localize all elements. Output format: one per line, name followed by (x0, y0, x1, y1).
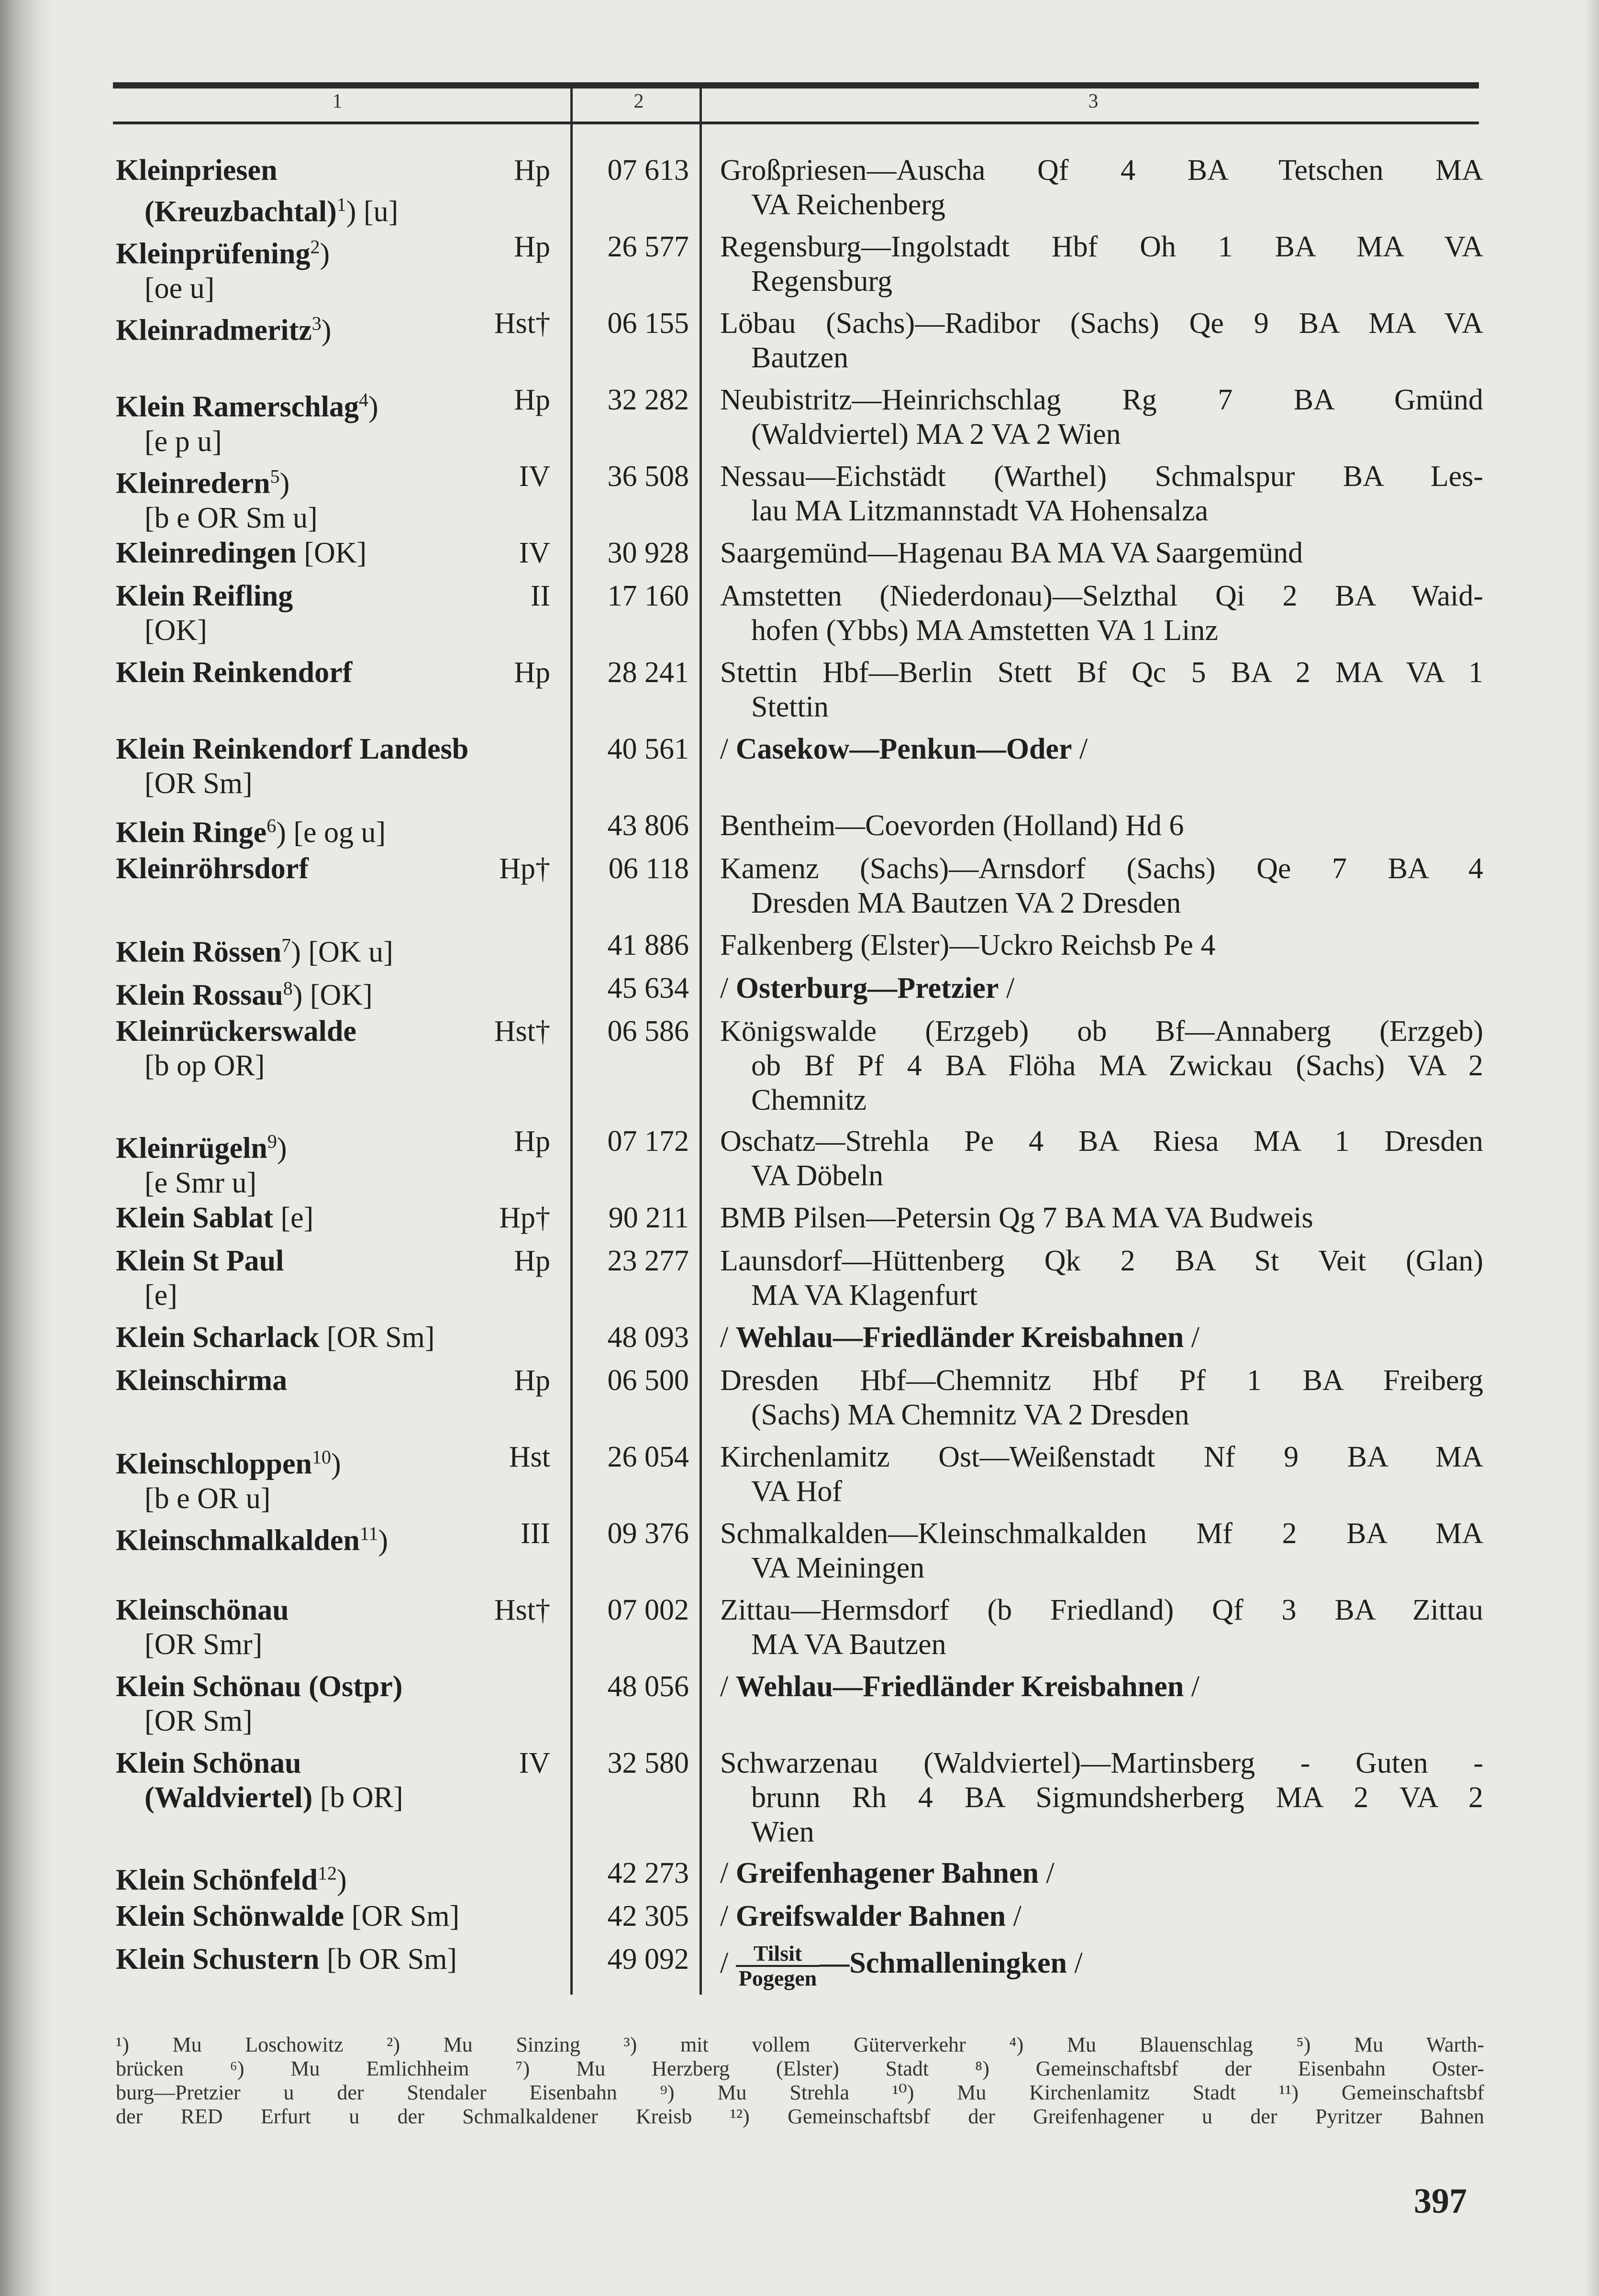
footnote-line: brücken ⁶) Mu Emlichheim ⁷) Mu Herzberg (Elster) Stadt ⁸) Gemeinschaftsbf der Eisenbahn Oster- (116, 2057, 1484, 2080)
station-name-text: Klein Schönfeld (116, 1864, 318, 1897)
station-code: 40 561 (607, 733, 689, 765)
station-name-text: Kleinrügeln (116, 1132, 267, 1165)
route-line: VA Meiningen (751, 1552, 925, 1584)
station-class: Hp† (499, 1202, 550, 1234)
route-description (720, 459, 1483, 528)
route-line: MA VA Bautzen (751, 1628, 946, 1661)
station-class: Hp (514, 231, 550, 263)
footnote-number: 6 (266, 815, 277, 836)
route-line: / Osterburg—Pretzier / (720, 972, 1015, 1004)
footnote-ref: $^2$) (310, 236, 330, 270)
station-code: 17 160 (607, 580, 689, 612)
station-note: [OR Sm] (144, 767, 253, 800)
station-name-text: Kleinschloppen (116, 1447, 312, 1480)
route-line: Wien (751, 1816, 814, 1848)
column-divider-2 (700, 86, 702, 1995)
footnote-number: 5 (270, 465, 280, 487)
route-description (720, 1014, 1483, 1117)
route-line: Großpriesen—Auscha Qf 4 BA Tetschen MA (720, 154, 1483, 187)
footnote-line: der RED Erfurt u der Schmalkaldener Kreisb ¹²) Gemeinschaftsbf der Greifenhagener u der Pyritzer Bahnen (116, 2105, 1484, 2128)
route-description (720, 536, 1483, 570)
route-line: Kirchenlamitz Ost—Weißenstadt Nf 9 BA MA (720, 1441, 1483, 1473)
footnote-line: ¹) Mu Loschowitz ²) Mu Sinzing ³) mit vollem Güterverkehr ⁴) Mu Blauenschlag ⁵) Mu Warth- (116, 2033, 1484, 2056)
route-description (720, 928, 1483, 962)
route-line: lau MA Litzmannstadt VA Hohensalza (751, 495, 1209, 527)
footnote-number: 8 (283, 977, 293, 999)
footnote-ref: $^9$) (267, 1130, 287, 1165)
station-class: IV (519, 460, 550, 493)
station-note: [OR Sm] (344, 1900, 460, 1932)
route-description (720, 1669, 1483, 1704)
station-code: 43 806 (607, 809, 689, 842)
route-line: Neubistritz—Heinrichschlag Rg 7 BA Gmünd (720, 384, 1483, 416)
footnote-number: 1 (336, 194, 346, 215)
station-class: Hst (509, 1441, 550, 1473)
station-class: Hp (514, 656, 550, 689)
station-name-text: Klein Scharlack (116, 1321, 320, 1354)
station-name-text: Klein Schustern (116, 1943, 320, 1976)
station-name-text: Kleinredingen (116, 537, 297, 569)
footnote-ref: $^6$) (266, 815, 286, 849)
route-description (720, 1516, 1483, 1585)
route-line: Zittau—Hermsdorf (b Friedland) Qf 3 BA Zittau (720, 1594, 1483, 1626)
route-line: Saargemünd—Hagenau BA MA VA Saargemünd (720, 537, 1303, 569)
station-note: [e] (144, 1279, 178, 1312)
station-note: [OR Sm] (319, 1321, 435, 1354)
station-note: [OK u] (300, 936, 393, 969)
station-name-text: Klein Rössen (116, 936, 282, 969)
station-code: 42 305 (607, 1900, 689, 1932)
station-class: Hp (514, 384, 550, 416)
station-code: 45 634 (607, 972, 689, 1004)
station-code: 26 577 (607, 231, 689, 263)
station-name-text: Klein Schönwalde (116, 1900, 344, 1932)
station-note: [oe u] (144, 272, 215, 305)
station-name-text: Klein Sablat (116, 1202, 274, 1234)
station-name-text: Klein Schönau (Ostpr) (116, 1670, 403, 1703)
station-note: [b OR] (312, 1781, 403, 1814)
footnote-number: 3 (311, 312, 322, 334)
footnote-number: 12 (318, 1862, 337, 1884)
route-line: / Casekow—Penkun—Oder / (720, 733, 1088, 765)
station-class: Hp (514, 154, 550, 187)
table-header-rule (113, 121, 1479, 124)
station-note: [OR Sm] (144, 1705, 253, 1737)
station-name-part: (Kreuzbachtal) (144, 195, 337, 228)
railway-name: Osterburg—Pretzier (735, 972, 999, 1004)
station-code: 09 376 (607, 1517, 689, 1550)
station-name-text: Kleinschmalkalden (116, 1524, 360, 1557)
station-class: III (521, 1517, 550, 1550)
station-code: 41 886 (607, 929, 689, 961)
station-class: Hst† (494, 1015, 550, 1048)
station-name-continuation (116, 1780, 656, 1815)
station-name-text: Klein Schönau (116, 1747, 301, 1779)
route-description (720, 579, 1483, 648)
station-class: Hp (514, 1364, 550, 1397)
station-code: 26 054 (607, 1441, 689, 1473)
station-code: 49 092 (607, 1943, 689, 1976)
station-code: 42 273 (607, 1857, 689, 1889)
station-name-text: Kleinschönau (116, 1594, 289, 1626)
route-description (720, 1942, 1483, 1990)
station-code: 07 613 (607, 154, 689, 187)
station-code: 90 211 (608, 1202, 689, 1234)
fraction-bottom: Pogegen (738, 1966, 817, 1990)
station-name-text: Klein St Paul (116, 1245, 284, 1277)
station-note: [OR Smr] (144, 1628, 263, 1661)
railway-name: Wehlau—Friedländer Kreisbahnen (735, 1670, 1184, 1703)
route-line: VA Hof (751, 1475, 843, 1508)
route-description (720, 153, 1483, 222)
station-code: 07 172 (607, 1125, 689, 1158)
station-name-text: Kleinröhrsdorf (116, 852, 309, 885)
station-code: 32 580 (607, 1747, 689, 1779)
route-description (720, 230, 1483, 298)
footnote-number: 9 (267, 1130, 277, 1152)
route-description (720, 655, 1483, 724)
route-description (720, 971, 1483, 1005)
route-line: / Greifswalder Bahnen / (720, 1900, 1022, 1932)
railway-name: Greifenhagener Bahnen (735, 1857, 1039, 1889)
route-description (720, 306, 1483, 375)
station-code: 06 500 (607, 1364, 689, 1397)
route-line: Stettin (751, 691, 829, 723)
route-description (720, 732, 1483, 766)
footnote-ref: $^8$) (283, 977, 303, 1012)
station-code: 23 277 (607, 1245, 689, 1277)
railway-name: —Schmalleningken (820, 1947, 1067, 1980)
station-code: 30 928 (607, 537, 689, 569)
station-name-text: Kleinprüfening (116, 237, 311, 270)
station-code: 06 586 (607, 1015, 689, 1048)
route-line: Dresden Hbf—Chemnitz Hbf Pf 1 BA Freiberg (720, 1364, 1483, 1397)
route-description (720, 1746, 1483, 1849)
route-line: BMB Pilsen—Petersin Qg 7 BA MA VA Budweis (720, 1202, 1313, 1234)
route-description (720, 1363, 1483, 1432)
footnote-number: 2 (310, 236, 320, 257)
station-class: Hp (514, 1245, 550, 1277)
footnote-ref: $^3$) (311, 312, 332, 347)
route-line: / $\frac{\text{Tilsit}}{\text{Pogegen}}$ —Schmalleningken / (720, 1941, 1083, 1990)
column-header-2: 2 (633, 90, 644, 112)
station-code: 28 241 (607, 656, 689, 689)
station-code: 06 155 (607, 307, 689, 340)
station-name-text: Klein Ramerschlag (116, 390, 359, 423)
station-code: 06 118 (608, 852, 689, 885)
route-line: Königswalde (Erzgeb) ob Bf—Annaberg (Erzgeb) (720, 1015, 1483, 1048)
station-class: Hst† (494, 1594, 550, 1626)
route-line: Nessau—Eichstädt (Warthel) Schmalspur BA Les- (720, 460, 1483, 493)
station-note: [OK] (144, 614, 207, 647)
route-line: Dresden MA Bautzen VA 2 Dresden (751, 887, 1181, 919)
station-note: [e og u] (286, 816, 386, 849)
station-name-text: Kleinrückerswalde (116, 1015, 356, 1048)
footnote-ref: $^{12}$) (318, 1862, 347, 1897)
station-class: II (530, 580, 550, 612)
station-note: [b e OR u] (144, 1482, 271, 1515)
station-name-text: Klein Rossau (116, 979, 283, 1012)
route-description (720, 1899, 1483, 1933)
station-class: IV (519, 1747, 550, 1779)
station-note: [e Smr u] (144, 1166, 257, 1199)
route-line: (Waldviertel) MA 2 VA 2 Wien (751, 418, 1121, 451)
station-note: [OK] (296, 537, 367, 569)
route-description (720, 1201, 1483, 1235)
route-line: hofen (Ybbs) MA Amstetten VA 1 Linz (751, 614, 1218, 647)
station-class: IV (519, 537, 550, 569)
route-description (720, 1593, 1483, 1662)
route-line: Schwarzenau (Waldviertel)—Martinsberg - Guten - (720, 1747, 1483, 1779)
route-line: Chemnitz (751, 1084, 867, 1116)
fraction-top: Tilsit (736, 1942, 820, 1967)
station-name-text: Klein Reinkendorf (116, 656, 353, 689)
station-note: [OK] (302, 979, 373, 1012)
page-edge-shadow (1585, 0, 1599, 2296)
route-line: Oschatz—Strehla Pe 4 BA Riesa MA 1 Dresden (720, 1125, 1483, 1158)
route-description (720, 1440, 1483, 1509)
station-note: [b e OR Sm u] (144, 501, 318, 534)
route-description (720, 808, 1483, 843)
column-header-3: 3 (1088, 90, 1099, 112)
footnote-line: burg—Pretzier u der Stendaler Eisenbahn ⁹) Mu Strehla ¹⁰) Mu Kirchenlamitz Stadt ¹¹) Gemeinschaftsbf (116, 2081, 1484, 2104)
route-line: Kamenz (Sachs)—Arnsdorf (Sachs) Qe 7 BA 4 (720, 852, 1483, 885)
station-code: 48 056 (607, 1670, 689, 1703)
station-note: [b OR Sm] (319, 1943, 457, 1976)
route-line: / Wehlau—Friedländer Kreisbahnen / (720, 1321, 1199, 1354)
footnote-ref: $^4$) (359, 389, 378, 423)
footnote-number: 7 (281, 934, 291, 956)
route-description (720, 383, 1483, 452)
station-code: 07 002 (607, 1594, 689, 1626)
route-description (720, 1244, 1483, 1313)
footnote-ref: $^{10}$) (312, 1446, 341, 1480)
station-class: Hp† (499, 852, 550, 885)
footnote-number: 10 (312, 1446, 331, 1468)
station-name-continuation: (Kreuzbachtal)$^1$) [u] (144, 194, 399, 228)
station-name-text: Kleinschirma (116, 1364, 288, 1397)
route-line: Falkenberg (Elster)—Uckro Reichsb Pe 4 (720, 929, 1216, 961)
station-note: [e p u] (144, 425, 222, 458)
railway-name: Wehlau—Friedländer Kreisbahnen (735, 1321, 1184, 1354)
route-line: Bautzen (751, 342, 849, 374)
route-line: Amstetten (Niederdonau)—Selzthal Qi 2 BA Waid- (720, 580, 1483, 612)
station-name-text: Kleinpriesen (116, 154, 278, 187)
footnote-ref: $^{11}$) (359, 1523, 389, 1557)
station-code: 36 508 (607, 460, 689, 493)
route-line: MA VA Klagenfurt (751, 1279, 978, 1312)
station-class: Hp (514, 1125, 550, 1158)
route-line: VA Reichenberg (751, 188, 945, 221)
route-line: Löbau (Sachs)—Radibor (Sachs) Qe 9 BA MA VA (720, 307, 1483, 340)
station-code: 32 282 (607, 384, 689, 416)
station-code: 48 093 (607, 1321, 689, 1354)
route-line: / Wehlau—Friedländer Kreisbahnen / (720, 1670, 1199, 1703)
footnote-ref: $^7$) (281, 934, 301, 969)
footnote-number: 11 (359, 1523, 378, 1544)
station-name-text: Klein Ringe (116, 816, 267, 849)
route-line: Stettin Hbf—Berlin Stett Bf Qc 5 BA 2 MA VA 1 (720, 656, 1483, 689)
route-line: ob Bf Pf 4 BA Flöha MA Zwickau (Sachs) VA 2 (751, 1049, 1483, 1082)
route-line: (Sachs) MA Chemnitz VA 2 Dresden (751, 1399, 1189, 1431)
table-top-rule (113, 82, 1479, 88)
footnote-ref: $^5$) (270, 465, 290, 500)
route-description (720, 1856, 1483, 1890)
station-note: [b op OR] (144, 1049, 265, 1082)
station-class: Hst† (494, 307, 550, 340)
station-name-text: Kleinradmeritz (116, 314, 312, 347)
station-name-text: Klein Reinkendorf Landesb (116, 733, 469, 765)
route-line: brunn Rh 4 BA Sigmundsherberg MA 2 VA 2 (751, 1781, 1483, 1814)
route-line: Regensburg (751, 265, 893, 298)
station-note: [e] (273, 1202, 314, 1234)
station-note: [u] (356, 195, 399, 228)
route-line: / Greifenhagener Bahnen / (720, 1857, 1055, 1889)
footnote-number: 4 (359, 389, 368, 410)
station-name-text: Klein Reifling (116, 580, 293, 612)
page-number: 397 (1414, 2182, 1467, 2221)
railway-name: Casekow—Penkun—Oder (735, 733, 1072, 765)
route-line: Regensburg—Ingolstadt Hbf Oh 1 BA MA VA (720, 231, 1483, 263)
route-line: Bentheim—Coevorden (Holland) Hd 6 (720, 809, 1184, 842)
railway-name: Greifswalder Bahnen (735, 1900, 1006, 1932)
route-line: VA Döbeln (751, 1159, 884, 1192)
column-header-1: 1 (332, 90, 343, 112)
route-description (720, 1320, 1483, 1355)
route-line: Schmalkalden—Kleinschmalkalden Mf 2 BA MA (720, 1517, 1483, 1550)
station-name-text: Kleinredern (116, 467, 270, 500)
route-description (720, 1124, 1483, 1193)
page-binding-shadow (0, 0, 53, 2296)
footnotes (116, 2033, 1484, 2129)
route-line: Launsdorf—Hüttenberg Qk 2 BA St Veit (Glan) (720, 1245, 1483, 1277)
route-fraction (736, 1942, 820, 1990)
route-description (720, 851, 1483, 920)
station-name-part: (Waldviertel) (144, 1781, 313, 1814)
